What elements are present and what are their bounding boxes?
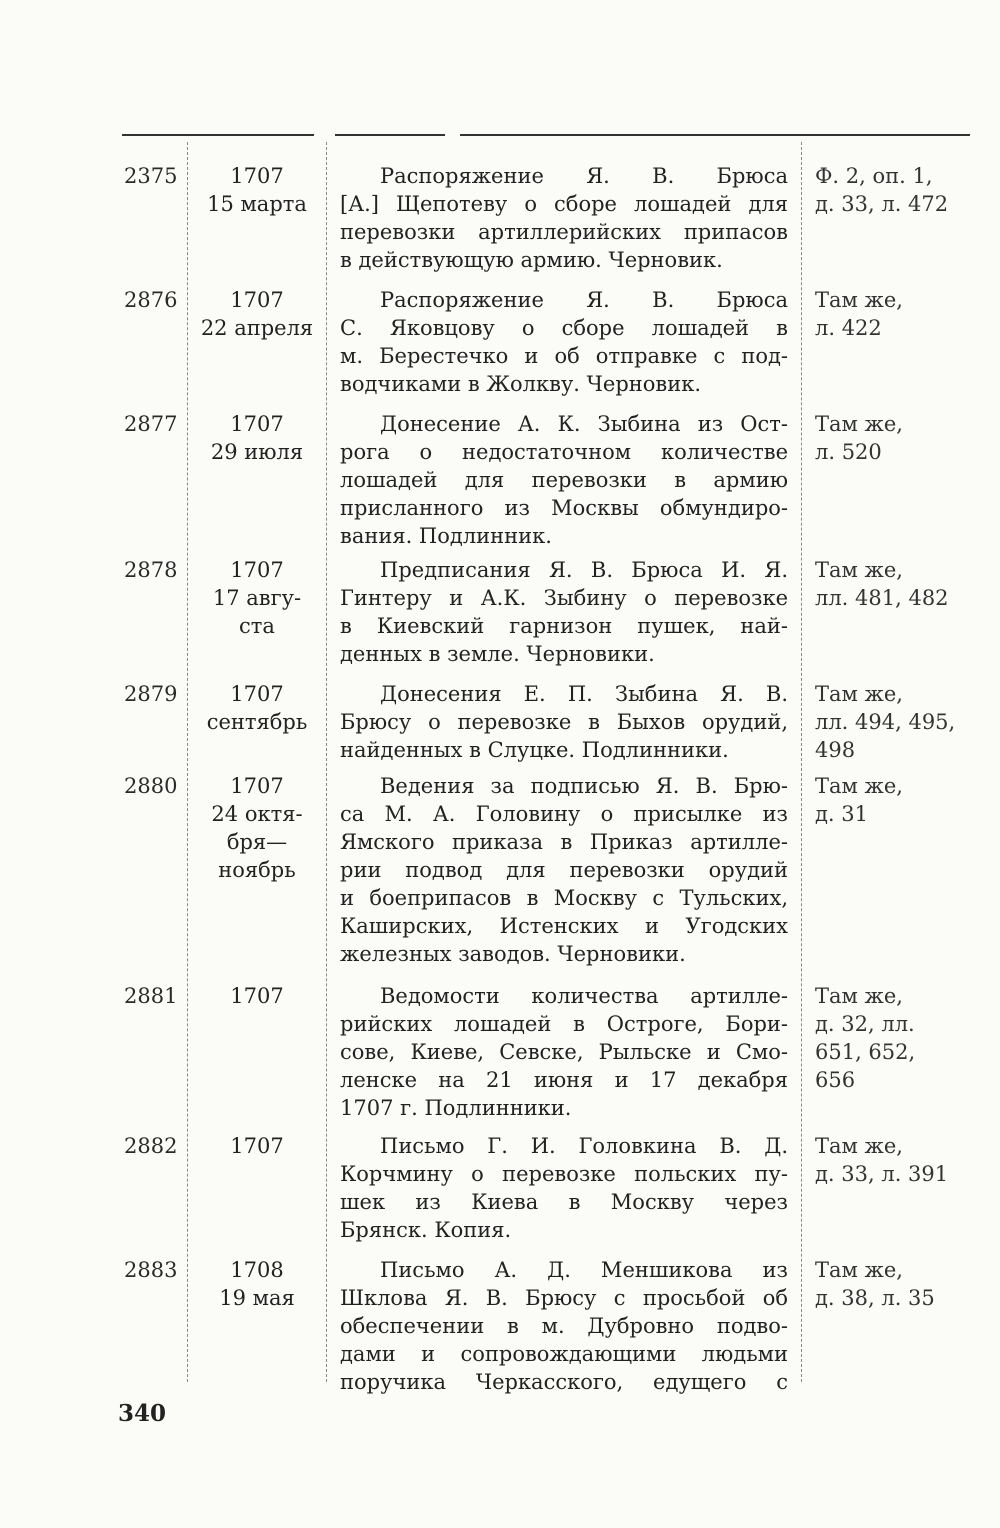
entry-number: 2882 (124, 1134, 178, 1158)
top-rule (122, 134, 314, 136)
description-line: Корчмину о перевозке польских пу- (340, 1162, 788, 1186)
description-line: водчиками в Жолкву. Черновик. (340, 372, 702, 396)
table-row (0, 680, 1000, 772)
entry-date: 1707 (230, 1134, 284, 1158)
description-line: Ямского приказа в Приказ артилле- (340, 830, 788, 854)
description-line: Шклова Я. В. Брюсу с просьбой об (340, 1286, 788, 1310)
description-line: вания. Подлинник. (340, 524, 552, 548)
table-row (0, 410, 1000, 556)
description-line: Распоряжение Я. В. Брюса (380, 164, 788, 188)
description-line: дами и сопровождающими людьми (340, 1342, 788, 1366)
entry-date: 1707 29 июля (210, 412, 304, 464)
description-line: рийских лошадей в Остроге, Бори- (340, 1012, 788, 1036)
archive-reference: Там же, д. 38, л. 35 (815, 1258, 935, 1310)
description-line: Распоряжение Я. В. Брюса (380, 288, 788, 312)
entry-number: 2880 (124, 774, 178, 798)
description-line: Письмо Г. И. Головкина В. Д. (380, 1134, 788, 1158)
description-line: 1707 г. Подлинники. (340, 1096, 572, 1120)
description-line: присланного из Москвы обмундиро- (340, 496, 788, 520)
description-line: Ведомости количества артилле- (380, 984, 788, 1008)
entry-number: 2876 (124, 288, 178, 312)
description-line: ленске на 21 июня и 17 декабря (340, 1068, 788, 1092)
description-line: и боеприпасов в Москву с Тульских, (340, 886, 788, 910)
description-line: рии подвод для перевозки орудий (340, 858, 788, 882)
archive-reference: Там же, л. 520 (815, 412, 903, 464)
description-line: найденных в Слуцке. Подлинники. (340, 738, 729, 762)
description-line: в Киевский гарнизон пушек, най- (340, 614, 788, 638)
entry-number: 2375 (124, 164, 178, 188)
description-line: Гинтеру и А.К. Зыбину о перевозке (340, 586, 788, 610)
table-row (0, 772, 1000, 982)
entries-table (0, 162, 1000, 1406)
description-line: железных заводов. Черновики. (340, 942, 686, 966)
entry-description (340, 286, 788, 398)
archive-reference: Там же, д. 31 (815, 774, 903, 826)
entry-number: 2877 (124, 412, 178, 436)
archive-reference: Там же, д. 33, л. 391 (815, 1134, 949, 1186)
description-line: Брянск. Копия. (340, 1218, 512, 1242)
description-line: перевозки артиллерийских припасов (340, 220, 788, 244)
top-rule (335, 134, 445, 136)
entry-date: 1707 (230, 984, 284, 1008)
description-line: обеспечении в м. Дубровно подво- (340, 1314, 788, 1338)
entry-date: 1707 24 октя- бря— ноябрь (211, 774, 303, 882)
entry-description (340, 772, 788, 968)
entry-date: 1707 17 авгу- ста (212, 558, 302, 638)
entry-date: 1707 15 марта (207, 164, 307, 216)
archive-reference: Там же, лл. 481, 482 (815, 558, 949, 610)
description-line: сове, Киеве, Севске, Рыльске и Смо- (340, 1040, 788, 1064)
table-row (0, 1256, 1000, 1406)
description-line: шек из Киева в Москву через (340, 1190, 788, 1214)
entry-description (340, 680, 788, 764)
description-line: денных в земле. Черновики. (340, 642, 655, 666)
entry-number: 2879 (124, 682, 178, 706)
description-line: Письмо А. Д. Меншикова из (380, 1258, 788, 1282)
description-line: поручика Черкасского, едущего с (340, 1370, 788, 1394)
description-line: Предписания Я. В. Брюса И. Я. (380, 558, 788, 582)
entry-description (340, 982, 788, 1122)
description-line: са М. А. Головину о присылке из (340, 802, 788, 826)
entry-description (340, 1132, 788, 1244)
archive-reference: Там же, лл. 494, 495, 498 (815, 682, 956, 762)
table-row (0, 286, 1000, 410)
description-line: в действующую армию. Черновик. (340, 248, 723, 272)
top-rule (460, 134, 970, 136)
archive-reference: Там же, л. 422 (815, 288, 903, 340)
description-line: м. Берестечко и об отправке с под- (340, 344, 788, 368)
description-line: рога о недостаточном количестве (340, 440, 788, 464)
entry-number: 2881 (124, 984, 178, 1008)
description-line: Донесение А. К. Зыбина из Ост- (380, 412, 788, 436)
description-line: Брюсу о перевозке в Быхов орудий, (340, 710, 788, 734)
archive-reference: Там же, д. 32, лл. 651, 652, 656 (815, 984, 916, 1092)
entry-description (340, 556, 788, 668)
description-line: лошадей для перевозки в армию (340, 468, 788, 492)
table-row (0, 982, 1000, 1132)
description-line: Ведения за подписью Я. В. Брю- (380, 774, 788, 798)
description-line: Каширских, Истенских и Угодских (340, 914, 788, 938)
entry-date: 1708 19 мая (219, 1258, 295, 1310)
page-number: 340 (118, 1400, 167, 1427)
entry-description (340, 1256, 788, 1396)
table-row (0, 556, 1000, 680)
entry-number: 2883 (124, 1258, 178, 1282)
description-line: Донесения Е. П. Зыбина Я. В. (380, 682, 788, 706)
archive-reference: Ф. 2, оп. 1, д. 33, л. 472 (815, 164, 949, 216)
description-line: С. Яковцову о сборе лошадей в (340, 316, 788, 340)
table-row (0, 1132, 1000, 1256)
entry-description (340, 410, 788, 550)
table-row (0, 162, 1000, 286)
entry-description (340, 162, 788, 274)
entry-date: 1707 сентябрь (206, 682, 308, 734)
entry-number: 2878 (124, 558, 178, 582)
entry-date: 1707 22 апреля (200, 288, 314, 340)
description-line: [А.] Щепотеву о сборе лошадей для (340, 192, 788, 216)
